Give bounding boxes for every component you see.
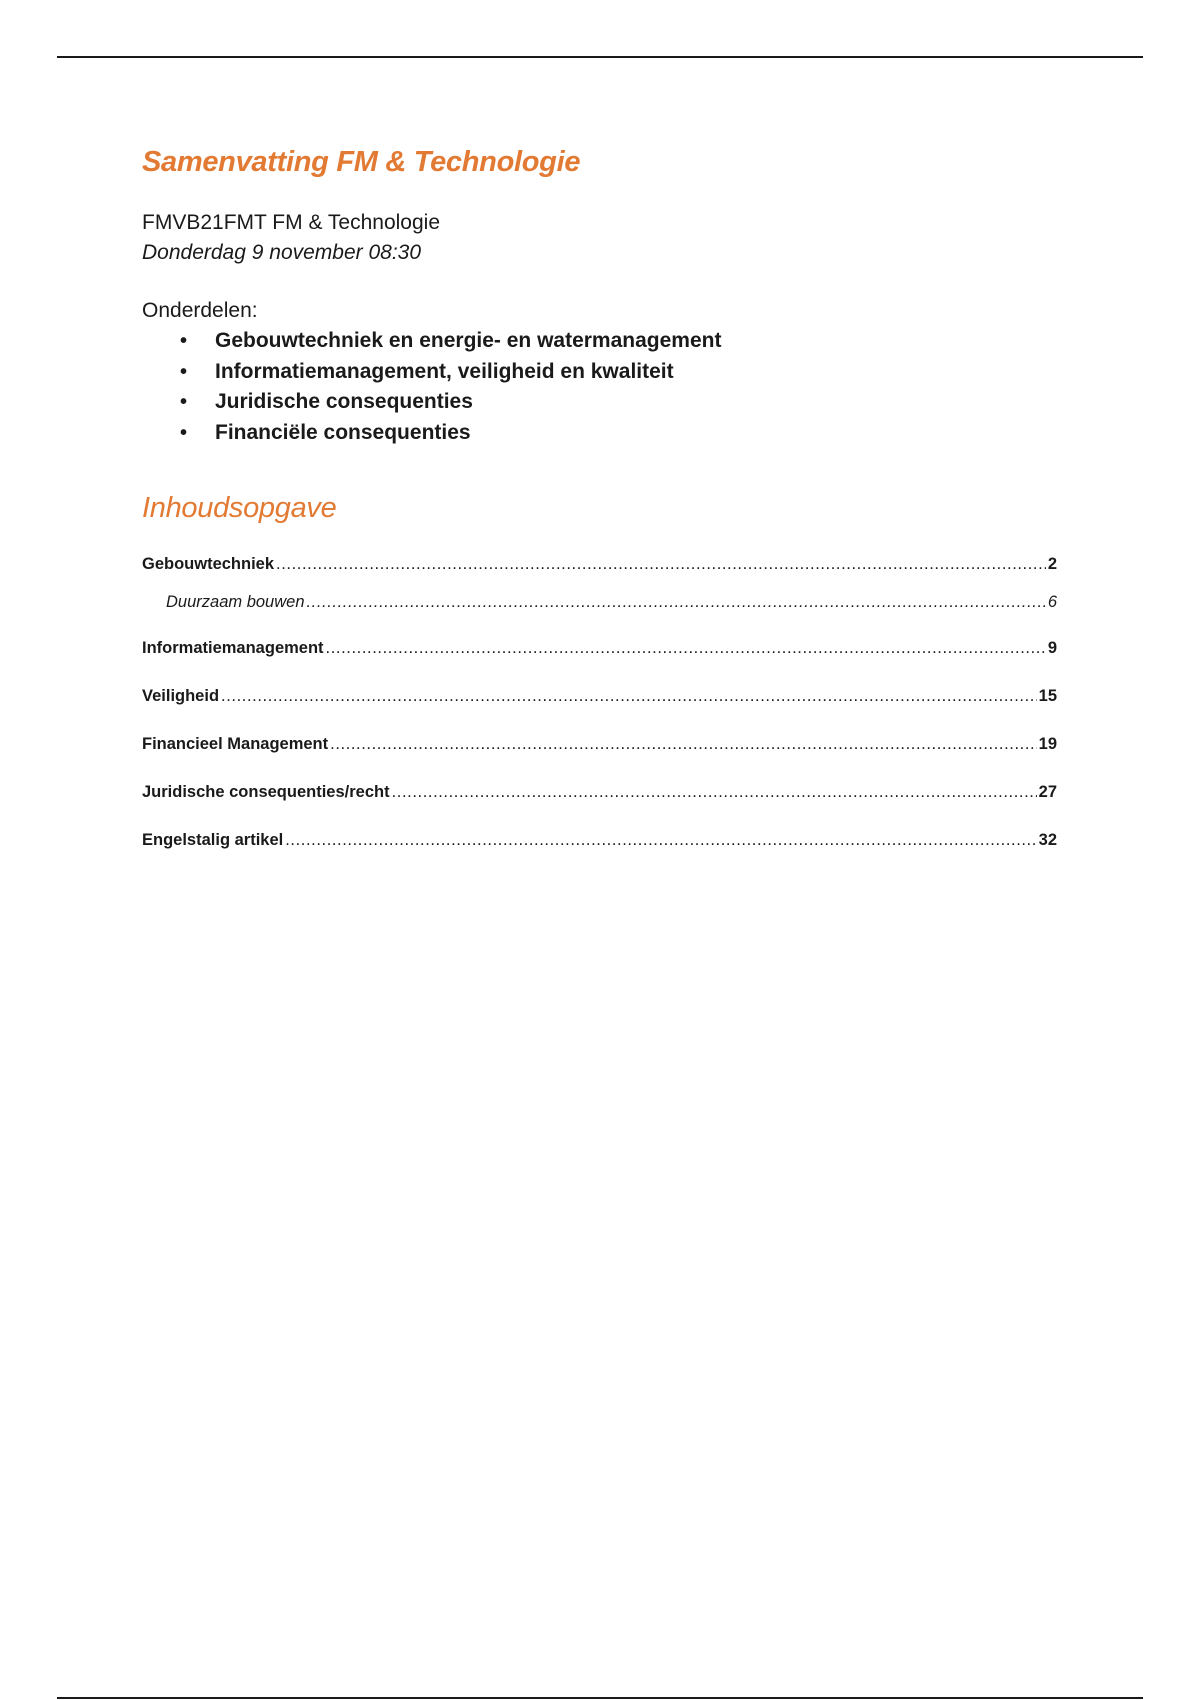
toc-entry-label: Duurzaam bouwen — [166, 593, 305, 611]
bullet-icon: • — [180, 421, 188, 444]
toc-entry-label: Informatiemanagement — [142, 639, 324, 657]
toc-leader — [221, 684, 1037, 708]
toc-leader — [392, 780, 1037, 804]
document-title: Samenvatting FM & Technologie — [142, 146, 581, 178]
toc-title: Inhoudsopgave — [142, 492, 337, 524]
parts-list — [142, 326, 1057, 448]
list-item — [142, 418, 1057, 449]
toc-entry-label: Financieel Management — [142, 735, 329, 753]
toc-entry-informatiemanagement[interactable] — [142, 636, 1057, 660]
table-of-contents — [142, 552, 1057, 852]
toc-page-number: 6 — [1047, 593, 1057, 611]
toc-entry-gebouwtechniek[interactable] — [142, 552, 1057, 576]
toc-leader — [276, 552, 1046, 576]
header-rule — [57, 56, 1143, 58]
toc-entry-label: Engelstalig artikel — [142, 831, 284, 849]
toc-page-number: 9 — [1047, 639, 1057, 657]
list-item-label: Juridische consequenties — [215, 390, 473, 413]
toc-entry-duurzaam-bouwen[interactable] — [142, 590, 1057, 614]
bullet-icon: • — [180, 360, 188, 383]
toc-leader — [326, 636, 1046, 660]
page-content — [142, 140, 1057, 876]
toc-page-number: 32 — [1038, 831, 1057, 849]
bullet-icon: • — [180, 391, 188, 413]
toc-page-number: 15 — [1038, 687, 1057, 705]
toc-entry-label: Gebouwtechniek — [142, 555, 275, 573]
bullet-icon: • — [180, 330, 188, 352]
toc-entry-veiligheid[interactable] — [142, 684, 1057, 708]
toc-page-number: 27 — [1038, 783, 1057, 801]
list-item-label: Gebouwtechniek en energie- en watermanagement — [215, 329, 722, 352]
toc-entry-financieel-management[interactable] — [142, 732, 1057, 756]
exam-date: Donderdag 9 november 08:30 — [142, 241, 422, 264]
course-code: FMVB21FMT FM & Technologie — [142, 211, 440, 234]
footer-rule — [57, 1697, 1143, 1699]
toc-page-number: 19 — [1038, 735, 1057, 753]
toc-leader — [330, 732, 1037, 756]
toc-leader — [307, 590, 1046, 614]
list-item — [142, 387, 1057, 418]
toc-page-number: 2 — [1047, 555, 1057, 573]
toc-entry-juridische-consequenties[interactable] — [142, 780, 1057, 804]
toc-leader — [285, 828, 1036, 852]
list-item-label: Financiële consequenties — [215, 420, 471, 444]
list-item — [142, 326, 1057, 357]
toc-entry-label: Juridische consequenties/recht — [142, 783, 390, 801]
list-item-label: Informatiemanagement, veiligheid en kwaliteit — [215, 359, 674, 383]
list-item — [142, 357, 1057, 388]
parts-label: Onderdelen: — [142, 299, 258, 322]
toc-entry-engelstalig-artikel[interactable] — [142, 828, 1057, 852]
toc-entry-label: Veiligheid — [142, 687, 220, 705]
